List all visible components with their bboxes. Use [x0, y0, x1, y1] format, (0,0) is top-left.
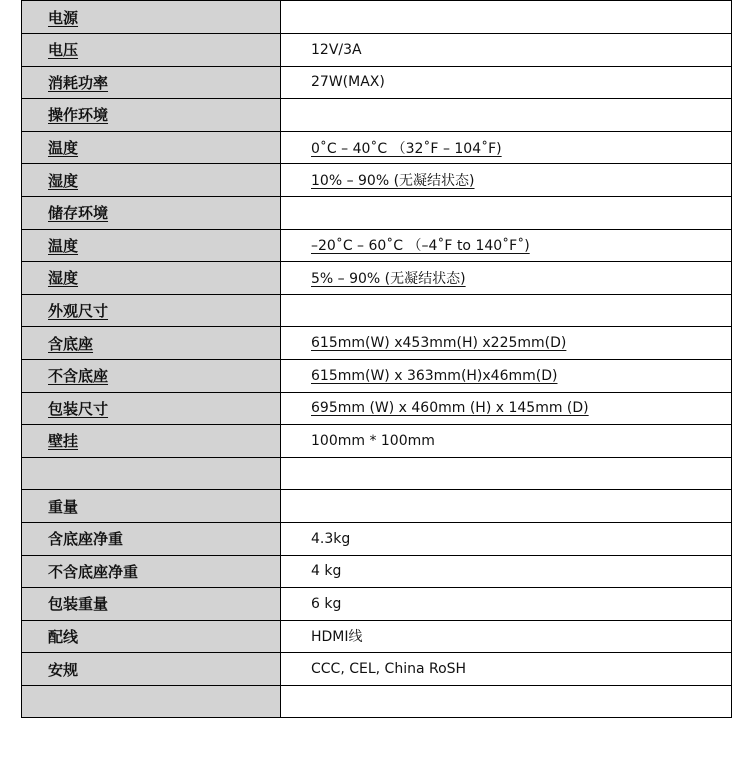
table-row — [22, 685, 732, 718]
row-value: 615mm(W) x 363mm(H)x46mm(D) — [281, 359, 732, 392]
row-label: 配线 — [22, 620, 281, 653]
row-label: 包装重量 — [22, 588, 281, 621]
row-value: 12V/3A — [281, 34, 732, 67]
table-row — [22, 653, 732, 686]
row-label: 温度 — [22, 229, 281, 262]
row-value: 4 kg — [281, 555, 732, 588]
row-label — [22, 457, 281, 490]
row-label: 含底座净重 — [22, 522, 281, 555]
row-value: 6 kg — [281, 588, 732, 621]
table-row — [22, 522, 732, 555]
table-row — [22, 1, 732, 34]
row-value: –20˚C – 60˚C （–4˚F to 140˚F˚) — [281, 229, 732, 262]
table-row — [22, 457, 732, 490]
row-value — [281, 1, 732, 34]
table-row — [22, 327, 732, 360]
row-label: 操作环境 — [22, 99, 281, 132]
row-label: 安规 — [22, 653, 281, 686]
table-row — [22, 131, 732, 164]
row-value: 0˚C – 40˚C （32˚F – 104˚F) — [281, 131, 732, 164]
row-label: 储存环境 — [22, 196, 281, 229]
row-label: 包装尺寸 — [22, 392, 281, 425]
table-row — [22, 34, 732, 67]
row-value — [281, 99, 732, 132]
row-value — [281, 457, 732, 490]
row-value: 5% – 90% (无凝结状态) — [281, 262, 732, 295]
table-row — [22, 588, 732, 621]
row-value — [281, 294, 732, 327]
table-row — [22, 262, 732, 295]
row-value — [281, 490, 732, 523]
row-label: 重量 — [22, 490, 281, 523]
spec-table — [21, 0, 732, 718]
row-label: 温度 — [22, 131, 281, 164]
table-row — [22, 196, 732, 229]
table-row — [22, 620, 732, 653]
table-row — [22, 99, 732, 132]
row-value: 4.3kg — [281, 522, 732, 555]
row-label: 含底座 — [22, 327, 281, 360]
table-row — [22, 359, 732, 392]
table-row — [22, 229, 732, 262]
table-row — [22, 294, 732, 327]
row-label: 电压 — [22, 34, 281, 67]
row-label: 湿度 — [22, 262, 281, 295]
row-value: 695mm (W) x 460mm (H) x 145mm (D) — [281, 392, 732, 425]
row-label: 消耗功率 — [22, 66, 281, 99]
table-row — [22, 164, 732, 197]
row-value: 100mm * 100mm — [281, 425, 732, 458]
row-value — [281, 196, 732, 229]
row-value: HDMI线 — [281, 620, 732, 653]
row-label: 湿度 — [22, 164, 281, 197]
table-row — [22, 490, 732, 523]
row-value: CCC, CEL, China RoSH — [281, 653, 732, 686]
row-value — [281, 685, 732, 718]
row-label: 电源 — [22, 1, 281, 34]
row-label: 不含底座净重 — [22, 555, 281, 588]
table-row — [22, 66, 732, 99]
row-label: 外观尺寸 — [22, 294, 281, 327]
row-value: 10% – 90% (无凝结状态) — [281, 164, 732, 197]
row-value: 615mm(W) x453mm(H) x225mm(D) — [281, 327, 732, 360]
row-value: 27W(MAX) — [281, 66, 732, 99]
table-row — [22, 425, 732, 458]
table-row — [22, 392, 732, 425]
row-label — [22, 685, 281, 718]
row-label: 壁挂 — [22, 425, 281, 458]
table-row — [22, 555, 732, 588]
row-label: 不含底座 — [22, 359, 281, 392]
